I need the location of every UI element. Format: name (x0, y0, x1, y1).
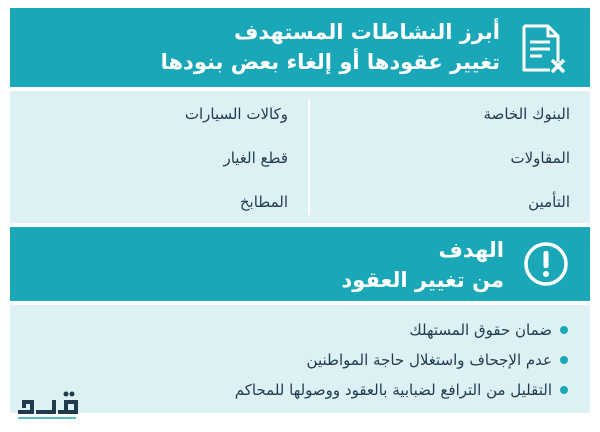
goal-text: التقليل من الترافع لضبابية بالعقود ووصولها للمحاكم (234, 381, 552, 399)
goals-panel (10, 305, 590, 413)
goal-text: عدم الإجحاف واستغلال حاجة المواطنين (306, 351, 552, 369)
goal-item (307, 351, 568, 369)
goal-item (409, 321, 568, 339)
sector-item: البنوك الخاصة (483, 105, 570, 123)
sector-item: وكالات السيارات (184, 105, 288, 123)
sector-item: المطابخ (239, 193, 288, 211)
goal-item (235, 381, 568, 399)
goal-title-line2: من تغيير العقود (341, 268, 504, 292)
bullet-dot (560, 386, 568, 394)
makkah-logo (14, 388, 84, 422)
goal-title-line1: الهدف (438, 238, 504, 262)
goal-title (342, 235, 504, 295)
sector-item: المقاولات (510, 149, 570, 167)
bullet-dot (560, 356, 568, 364)
bullet-dot (560, 326, 568, 334)
sectors-panel (10, 91, 590, 223)
goal-banner (10, 227, 590, 301)
header-banner (10, 8, 590, 87)
sector-item: التأمين (528, 193, 570, 211)
column-divider (308, 99, 310, 215)
header-title-line1: أبرز النشاطات المستهدف (233, 20, 500, 44)
sector-item: قطع الغيار (223, 149, 288, 167)
exclamation-circle-icon (522, 240, 570, 288)
document-x-icon (514, 22, 570, 74)
header-title-line2: تغيير عقودها أو إلغاء بعض بنودها (160, 50, 500, 74)
goal-text: ضمان حقوق المستهلك (409, 321, 552, 339)
header-title (161, 17, 500, 77)
